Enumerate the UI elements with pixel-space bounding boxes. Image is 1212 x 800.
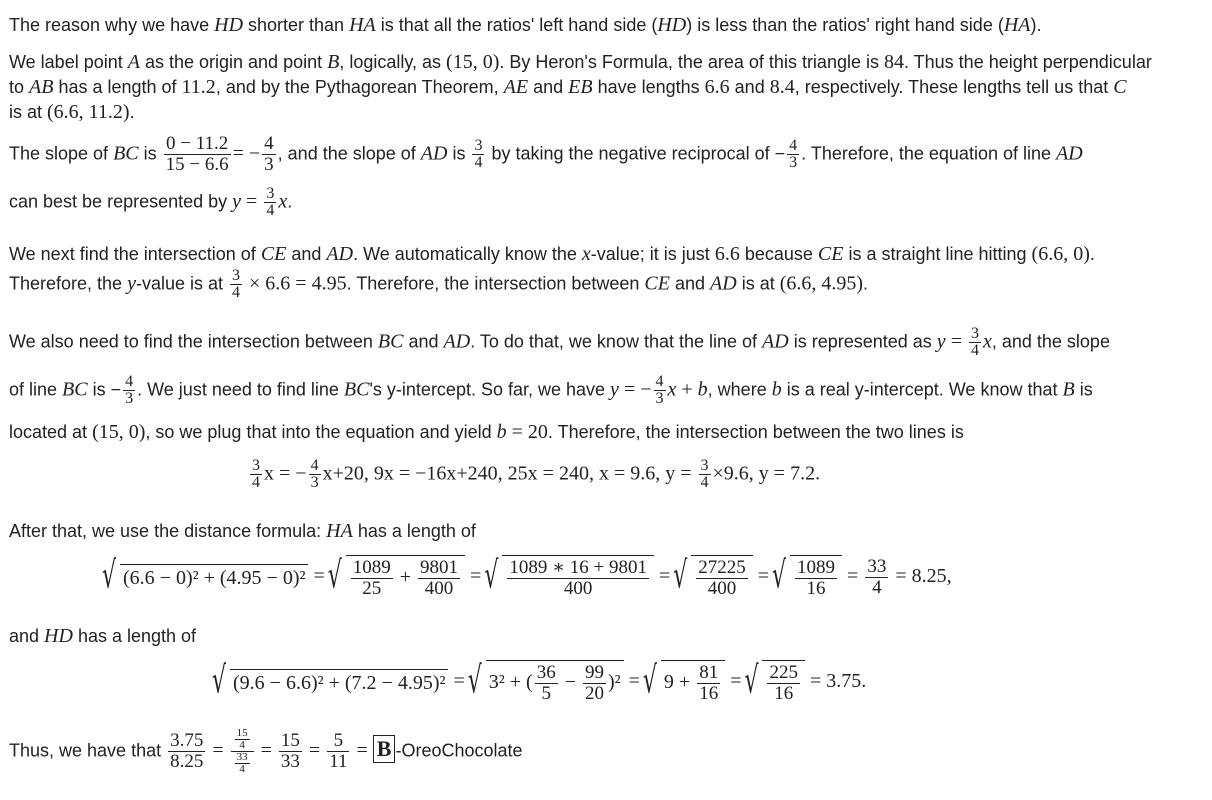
text: . To do that, we know that the line of bbox=[470, 331, 763, 352]
text: can best be represented by bbox=[9, 191, 233, 212]
math-var: AD bbox=[710, 272, 737, 295]
text: , where bbox=[707, 379, 772, 400]
math-var: b bbox=[496, 421, 507, 443]
text: . bbox=[863, 273, 869, 294]
text: because bbox=[739, 244, 818, 264]
text: . bbox=[287, 191, 293, 212]
text: We label point bbox=[9, 52, 128, 72]
math-var: BC bbox=[113, 142, 139, 165]
math-expr: x = − bbox=[264, 462, 307, 485]
text: , so we plug that into the equation and yield bbox=[145, 422, 497, 442]
math-op: = bbox=[255, 739, 277, 762]
fraction: $\frac{4}{3}$ bbox=[655, 373, 664, 407]
text: is at bbox=[9, 102, 48, 122]
text: . Therefore, the intersection between bbox=[346, 273, 645, 294]
math-value: 84 bbox=[883, 51, 904, 73]
math-var: y bbox=[127, 272, 136, 295]
text: of line bbox=[9, 379, 63, 400]
text: and bbox=[528, 77, 569, 97]
math-var: AE bbox=[503, 76, 529, 98]
text: , respectively. These lengths tell us that bbox=[794, 77, 1114, 97]
fraction: $\frac{0 - 11.2}{15 - 6.6}$ bbox=[165, 133, 229, 175]
math-op: = bbox=[241, 190, 263, 213]
text: . Thus the height perpendicular bbox=[903, 52, 1152, 72]
fraction: $\frac{9801}{400}$ bbox=[420, 557, 459, 599]
text: 's y-intercept. So far, we have bbox=[369, 379, 611, 400]
bc-ad-intersection-line-2 bbox=[9, 374, 1093, 407]
text: After that, we use the distance formula: bbox=[9, 521, 327, 541]
intersection-equation bbox=[248, 458, 820, 491]
text: as the origin and point bbox=[139, 52, 328, 72]
math-value: 8.4 bbox=[769, 76, 795, 98]
author-signature: -OreoChocolate bbox=[395, 740, 523, 761]
math-var: x bbox=[982, 330, 992, 353]
math-op: = − bbox=[618, 378, 652, 401]
square-root bbox=[746, 660, 805, 704]
slope-paragraph-line-2 bbox=[9, 186, 292, 219]
square-root bbox=[486, 555, 654, 599]
math-value: 6.6 bbox=[714, 243, 740, 265]
fraction: $\frac{33}{4}$ bbox=[236, 751, 248, 775]
text: The slope of bbox=[9, 143, 114, 164]
math-var: AD bbox=[420, 142, 448, 165]
text: , and the slope of bbox=[277, 143, 421, 164]
text: -value; it is just bbox=[590, 244, 715, 264]
reason-paragraph bbox=[9, 14, 1042, 37]
math-op: = bbox=[207, 739, 229, 762]
fraction: $\frac{3}{4}$ bbox=[266, 185, 275, 219]
slope-paragraph-line-1 bbox=[9, 134, 1083, 175]
distance-formula-intro bbox=[9, 520, 476, 543]
text: and bbox=[286, 244, 327, 264]
text: located at bbox=[9, 422, 93, 442]
square-root: √ $\frac{1089}{25}$ + $\frac{9801}{400}$ bbox=[330, 555, 465, 599]
text: is at bbox=[736, 273, 780, 294]
text: . bbox=[129, 102, 135, 122]
text: -value is at bbox=[135, 273, 229, 294]
text: ). bbox=[1030, 15, 1042, 35]
math-value: 11.2 bbox=[181, 76, 216, 98]
math-value: (15, 0) bbox=[92, 421, 146, 443]
math-var: AB bbox=[29, 76, 54, 98]
math-var: b bbox=[771, 378, 782, 401]
text: , and by the Pythagorean Theorem, bbox=[215, 77, 504, 97]
math-var: A bbox=[127, 51, 140, 73]
fraction: √ $\frac{27225}{400}$ bbox=[698, 557, 746, 599]
text: and bbox=[403, 331, 444, 352]
math-var: HD bbox=[214, 14, 244, 36]
math-op: = bbox=[465, 564, 487, 587]
math-var: AD bbox=[443, 330, 471, 353]
math-op: = 3.75. bbox=[804, 669, 867, 692]
math-op: = bbox=[303, 739, 326, 762]
math-var: HA bbox=[326, 520, 353, 542]
math-var: CE bbox=[817, 243, 844, 265]
math-var: BC bbox=[377, 330, 404, 353]
math-value: × 6.6 = 4.95 bbox=[244, 272, 347, 295]
text: and bbox=[9, 626, 45, 646]
fraction: $\frac{3}{4}$ bbox=[474, 137, 483, 171]
text: . We just need to find line bbox=[137, 379, 344, 400]
math-var: x bbox=[667, 378, 677, 401]
math-op: = bbox=[351, 739, 373, 762]
text: is that all the ratios' left hand side ( bbox=[375, 15, 658, 35]
math-var: AD bbox=[326, 243, 354, 265]
text: is − bbox=[87, 379, 122, 400]
text: , logically, as bbox=[339, 52, 447, 72]
fraction: $\frac{81}{16}$ bbox=[699, 662, 719, 704]
math-value: (6.6, 11.2) bbox=[47, 101, 130, 123]
math-var: b bbox=[697, 378, 708, 401]
text: We next find the intersection of bbox=[9, 244, 261, 264]
text: Therefore, the bbox=[9, 273, 128, 294]
text: is bbox=[447, 143, 471, 164]
math-expr: x+20, 9x = −16x+240, 25x = 240, x = 9.6, y = bbox=[322, 462, 697, 485]
math-op: + bbox=[676, 378, 698, 401]
math-var: HA bbox=[349, 14, 376, 36]
conclusion-line bbox=[9, 728, 523, 775]
math-var: B bbox=[327, 51, 340, 73]
text: ) is less than the ratios' right hand side ( bbox=[686, 15, 1004, 35]
text: , and the slope bbox=[991, 331, 1110, 352]
math-var: CE bbox=[260, 243, 287, 265]
math-op: = bbox=[308, 564, 330, 587]
math-var: AD bbox=[1056, 142, 1083, 165]
setup-paragraph-line-1 bbox=[9, 51, 1152, 74]
text: shorter than bbox=[243, 15, 350, 35]
math-var: AD bbox=[762, 330, 789, 353]
fraction: $\frac{3}{4}$ bbox=[232, 267, 241, 301]
fraction: $\frac{3.75}{8.25}$ bbox=[170, 730, 204, 772]
text: is bbox=[138, 143, 162, 164]
fraction: √ $\frac{1089 ∗ 16 + 9801}{400}$ bbox=[509, 557, 647, 599]
math-var: y bbox=[232, 190, 242, 213]
math-value: 6.6 bbox=[704, 76, 730, 98]
ce-ad-intersection-line-2 bbox=[9, 268, 868, 301]
math-var: x bbox=[581, 243, 591, 265]
bc-ad-intersection-line-1 bbox=[9, 326, 1110, 359]
text: . Therefore, the intersection between the two lines is bbox=[547, 422, 964, 442]
fraction: $\frac{36}{5}$ bbox=[536, 662, 556, 704]
text: to bbox=[9, 77, 30, 97]
compound-fraction bbox=[231, 728, 254, 775]
math-op: = − bbox=[232, 142, 261, 165]
fraction: $\frac{4}{3}$ bbox=[264, 133, 274, 175]
math-var: B bbox=[1062, 378, 1075, 401]
square-root bbox=[675, 555, 753, 599]
math-var: HA bbox=[1003, 14, 1031, 36]
text: and bbox=[729, 77, 770, 97]
setup-paragraph-line-3 bbox=[9, 101, 135, 124]
fraction: $\frac{4}{3}$ bbox=[125, 373, 134, 407]
text: . We automatically know the bbox=[353, 244, 582, 264]
math-op: = bbox=[653, 564, 676, 587]
fraction: $\frac{3}{4}$ bbox=[700, 457, 709, 491]
fraction: $\frac{3}{4}$ bbox=[970, 325, 979, 359]
math-value: = 20 bbox=[506, 421, 548, 443]
math-var: CE bbox=[644, 272, 670, 295]
math-op: = bbox=[842, 564, 864, 587]
math-var: C bbox=[1113, 76, 1127, 98]
math-var: y bbox=[610, 378, 619, 401]
text: by taking the negative reciprocal of − bbox=[486, 143, 786, 164]
text: and bbox=[669, 273, 711, 294]
fraction: √ $\frac{1089}{16}$ bbox=[797, 557, 836, 599]
text: . bbox=[1089, 244, 1095, 264]
math-op: = bbox=[752, 564, 775, 587]
math-op: = bbox=[448, 669, 470, 692]
text: is bbox=[1074, 379, 1093, 400]
fraction: $\frac{99}{20}$ bbox=[584, 662, 604, 704]
setup-paragraph-line-2 bbox=[9, 76, 1127, 99]
text: The reason why we have bbox=[9, 15, 215, 35]
math-value: (15, 0) bbox=[446, 51, 500, 73]
math-var: y bbox=[936, 330, 946, 353]
text: has a length of bbox=[53, 77, 182, 97]
square-root: √ 3² + ( $\frac{36}{5}$ − $\frac{99}{20}$ )² bbox=[470, 660, 624, 704]
math-var: HD bbox=[657, 14, 687, 36]
square-root: √ (6.6 − 0)² + (4.95 − 0)² bbox=[104, 564, 308, 590]
text: Thus, we have that bbox=[9, 740, 167, 761]
math-op: = bbox=[725, 669, 747, 692]
text: . By Heron's Formula, the area of this triangle is bbox=[499, 52, 884, 72]
fraction: $\frac{4}{3}$ bbox=[310, 457, 319, 491]
text: . Therefore, the equation of line bbox=[801, 143, 1056, 164]
text: is a real y-intercept. We know that bbox=[781, 379, 1063, 400]
fraction: √ $\frac{225}{16}$ bbox=[769, 662, 798, 704]
math-op: = bbox=[945, 330, 967, 353]
math-var: BC bbox=[62, 378, 88, 401]
fraction: √ $\frac{1089}{25}$ bbox=[352, 557, 391, 599]
square-root: √ (9.6 − 6.6)² + (7.2 − 4.95)² bbox=[214, 669, 448, 695]
square-root: √ 9 + $\frac{81}{16}$ bbox=[645, 660, 725, 704]
ha-length-equation bbox=[104, 555, 952, 599]
fraction: $\frac{5}{11}$ bbox=[329, 730, 348, 772]
text: is a straight line hitting bbox=[843, 244, 1032, 264]
fraction: $\frac{15}{4}$ bbox=[236, 727, 248, 751]
fraction: $\frac{3}{4}$ bbox=[252, 457, 260, 491]
fraction: $\frac{15}{33}$ bbox=[280, 730, 300, 772]
square-root bbox=[774, 555, 842, 599]
text: We also need to find the intersection between bbox=[9, 331, 378, 352]
bc-ad-intersection-line-3 bbox=[9, 421, 964, 444]
math-var: EB bbox=[568, 76, 593, 98]
fraction: $\frac{4}{3}$ bbox=[789, 137, 798, 171]
math-var: BC bbox=[343, 378, 370, 401]
hd-length-equation bbox=[214, 660, 866, 704]
math-op: = 8.25, bbox=[890, 564, 952, 587]
math-value: (6.6, 4.95) bbox=[779, 272, 864, 295]
math-value: (6.6, 0) bbox=[1031, 243, 1090, 265]
text: is represented as bbox=[788, 331, 937, 352]
ce-ad-intersection-line-1 bbox=[9, 243, 1095, 266]
text: has a length of bbox=[72, 626, 197, 646]
text: has a length of bbox=[352, 521, 476, 541]
text: have lengths bbox=[592, 77, 705, 97]
answer-box: B bbox=[373, 735, 396, 763]
math-var: HD bbox=[44, 625, 73, 647]
math-op: = bbox=[623, 669, 645, 692]
fraction: $\frac{33}{4}$ bbox=[867, 555, 887, 598]
hd-length-intro bbox=[9, 625, 196, 648]
math-var: x bbox=[278, 190, 288, 213]
math-expr: ×9.6, y = 7.2. bbox=[712, 462, 821, 485]
